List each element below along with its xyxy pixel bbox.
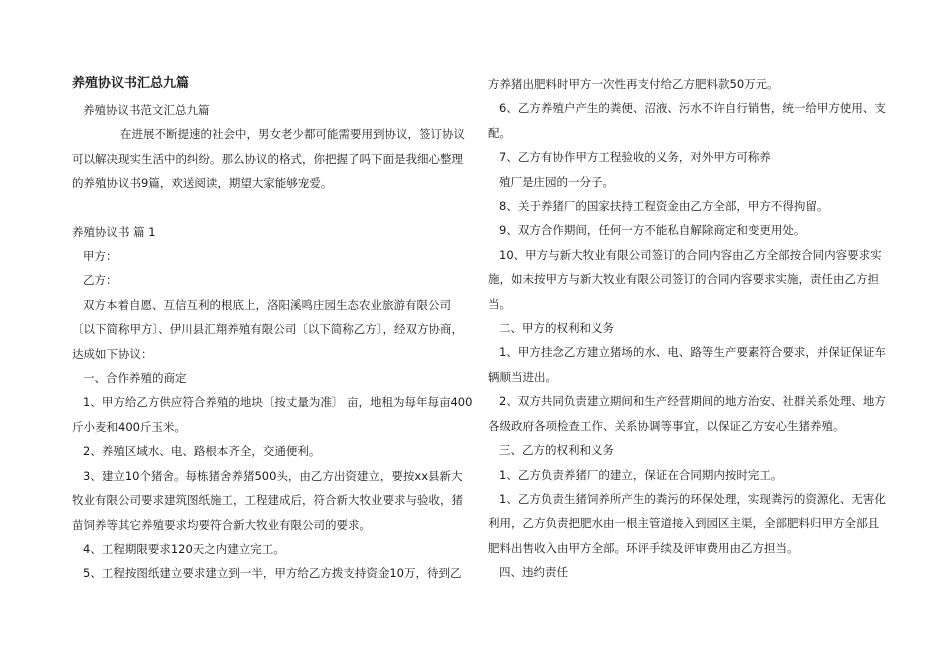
body-line: 辆顺当进出。: [488, 369, 557, 384]
intro-line: 的养殖协议书9篇，欢送阅读，期望大家能够宠爱。: [72, 176, 333, 191]
spacer: [72, 196, 467, 220]
document-title: 养殖协议书汇总九篇: [72, 76, 190, 91]
left-column: [72, 74, 473, 586]
body-line: 方养猪出肥料时甲方一次性再支付给乙方肥料款50万元。: [488, 77, 779, 91]
body-line: 当。: [488, 296, 511, 311]
body-line: 7、乙方有协作甲方工程验收的义务，对外甲方可称养: [499, 150, 771, 165]
body-line: 5、工程按图纸建立要求建立到一半，甲方给乙方拨支持资金10万，待到乙: [83, 566, 462, 581]
clause-heading: 四、违约责任: [499, 565, 568, 580]
body-line: 10、甲方与新大牧业有限公司签订的合同内容由乙方全部按合同内容要求实: [499, 247, 882, 262]
body-line: 2、双方共同负责建立期间和生产经营期间的地方治安、社群关系处理、地方: [499, 394, 886, 409]
body-line: 达成如下协议：: [72, 346, 153, 361]
body-line: 施，如未按甲方与新大牧业有限公司签订的合同内容要求实施，责任由乙方担: [488, 272, 879, 287]
clause-heading: 一、合作养殖的商定: [83, 371, 187, 386]
clause-heading: 三、乙方的权利和义务: [499, 443, 614, 458]
intro-line: 可以解决现实生活中的纠纷。那么协议的格式，你把握了吗下面是我细心整理: [72, 151, 463, 166]
body-line: 2、养殖区域水、电、路根本齐全，交通便利。: [83, 444, 321, 459]
intro-line: 在进展不断提速的社会中，男女老少都可能需要用到协议，签订协议: [120, 127, 465, 142]
body-line: 1、甲方挂念乙方建立猪场的水、电、路等生产要素符合要求，并保证保证车: [499, 345, 886, 360]
body-line: 1、乙方负责养猪厂的建立，保证在合同期内按时完工。: [499, 467, 783, 482]
body-line: 肥料出售收入由甲方全部。环评手续及评审费用由乙方担当。: [488, 540, 799, 555]
body-line: 苗饲养等其它养殖要求均要符合新大牧业有限公司的要求。: [72, 517, 371, 532]
document-subtitle: 养殖协议书范文汇总九篇: [83, 103, 210, 117]
body-line: 4、工程期限要求120天之内建立完工。: [83, 541, 285, 556]
body-line: 6、乙方养殖户产生的粪便、沼液、污水不许自行销售，统一给甲方使用、支: [499, 101, 886, 116]
body-line: 牧业有限公司要求建筑图纸施工，工程建成后，符合新大牧业要求与验收，猪: [72, 493, 463, 508]
section-title: 养殖协议书 篇 1: [72, 224, 156, 239]
body-line: 斤小麦和400斤玉米。: [72, 419, 186, 434]
body-line: 3、建立10个猪舍。每栋猪舍养猪500头，由乙方出资建立，要按xx县新大: [83, 468, 463, 483]
body-line: 殖厂是庄园的一分子。: [499, 174, 614, 189]
party-b-label: 乙方：: [83, 273, 118, 288]
body-line: 双方本着自愿、互信互利的根底上，洛阳溪鸣庄园生态农业旅游有限公司: [83, 297, 451, 312]
party-a-label: 甲方：: [83, 249, 118, 264]
body-line: 9、双方合作期间，任何一方不能私自解除商定和变更用处。: [499, 223, 806, 238]
body-line: 1、乙方负责生猪饲养所产生的粪污的环保处理，实现粪污的资源化、无害化: [499, 491, 886, 506]
body-line: 利用，乙方负责把肥水由一根主管道接入到园区主渠，全部肥料归甲方全部且: [488, 516, 879, 531]
right-column: [488, 72, 886, 585]
clause-heading: 二、甲方的权利和义务: [499, 321, 614, 336]
body-line: 配。: [488, 125, 511, 140]
body-line: 8、关于养猪厂的国家扶持工程资金由乙方全部，甲方不得拘留。: [499, 199, 829, 214]
body-line: 〔以下简称甲方〕、伊川县汇翔养殖有限公司〔以下简称乙方〕，经双方协商，: [72, 322, 463, 337]
body-line: 各级政府各项检查工作、关系协调等事宜，以保证乙方安心生猪养殖。: [488, 418, 845, 433]
body-line: 1、甲方给乙方供应符合养殖的地块〔按丈量为准〕 亩，地租为每年每亩400: [83, 395, 473, 410]
